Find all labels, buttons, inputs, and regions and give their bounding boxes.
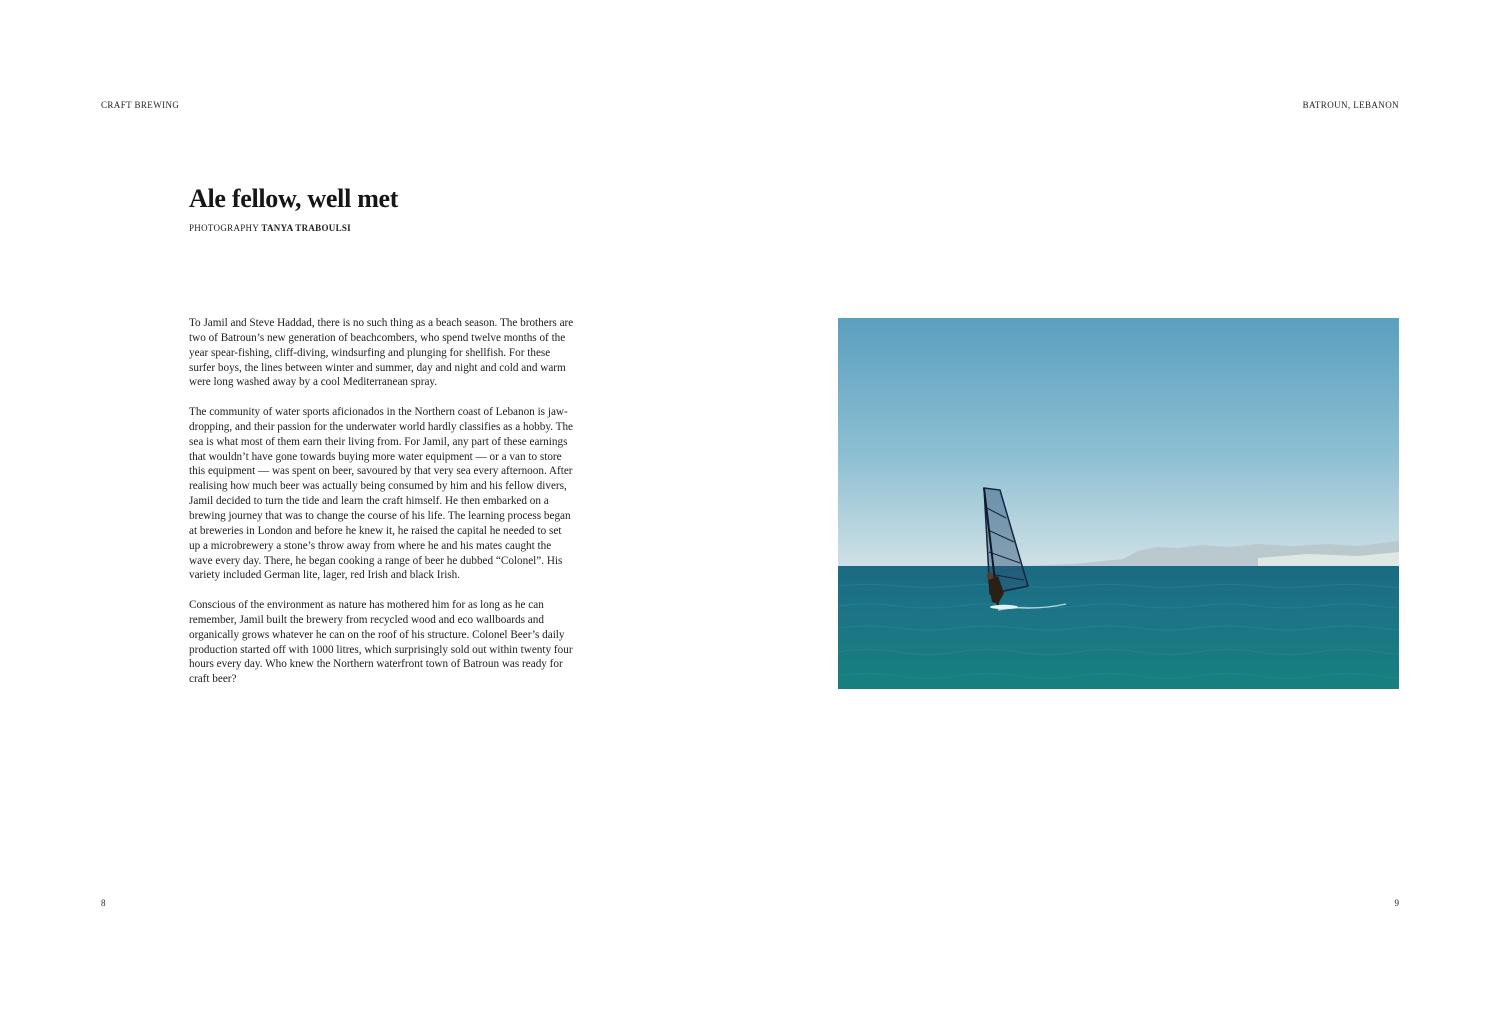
article-body xyxy=(189,316,575,702)
article-paragraph-3: Conscious of the environment as nature has mothered him for as long as he can remember, Jamil built the brewery from recycled wood and eco wallboards and organically grows whatever he can on the roof of his structure. Colonel Beer’s daily production started off with 1000 litres, which surprisingly sold out within twenty four hours every day. Who knew the Northern waterfront town of Batroun was ready for craft beer? xyxy=(189,599,573,686)
credit-label: PHOTOGRAPHY xyxy=(189,223,259,233)
page-number-right: 9 xyxy=(1394,898,1399,908)
windsurfer-photo xyxy=(838,318,1399,689)
surfer-head xyxy=(987,573,994,580)
sky xyxy=(838,318,1399,567)
page-number-left: 8 xyxy=(101,898,106,908)
location-label: BATROUN, LEBANON xyxy=(1302,100,1399,110)
article-paragraph-2: The community of water sports aficionados in the Northern coast of Lebanon is jaw-dropping, and their passion for the underwater world hardly classifies as a hobby. The sea is what most of them earn their living from. For Jamil, any part of these earnings that wouldn’t have gone towards buying more water equipment — or a van to store this equipment — was spent on beer, savoured by that very sea every afternoon. After realising how much beer was actually being consumed by him and his fellow divers, Jamil decided to turn the tide and learn the craft himself. He then embarked on a brewing journey that was to change the course of his life. The learning process began at breweries in London and before he knew it, he raised the capital he needed to set up a microbrewery a stone’s throw away from where he and his mates caught the wave every day. There, he began cooking a range of beer he dubbed “Colonel”. His variety included German lite, lager, red Irish and black Irish. xyxy=(189,406,574,582)
article-title: Ale fellow, well met xyxy=(189,184,399,213)
section-label: CRAFT BREWING xyxy=(101,100,180,110)
photo-credit xyxy=(189,223,351,233)
article-paragraph-1: To Jamil and Steve Haddad, there is no such thing as a beach season. The brothers are two of Batroun’s new generation of beachcombers, who spend twelve months of the year spear-fishing, cliff-diving, windsurfing and plunging for shellfish. For these surfer boys, the lines between winter and summer, day and night and cold and warm were long washed away by a cool Mediterranean spray. xyxy=(189,317,574,389)
credit-name: TANYA TRABOULSI xyxy=(261,223,351,233)
